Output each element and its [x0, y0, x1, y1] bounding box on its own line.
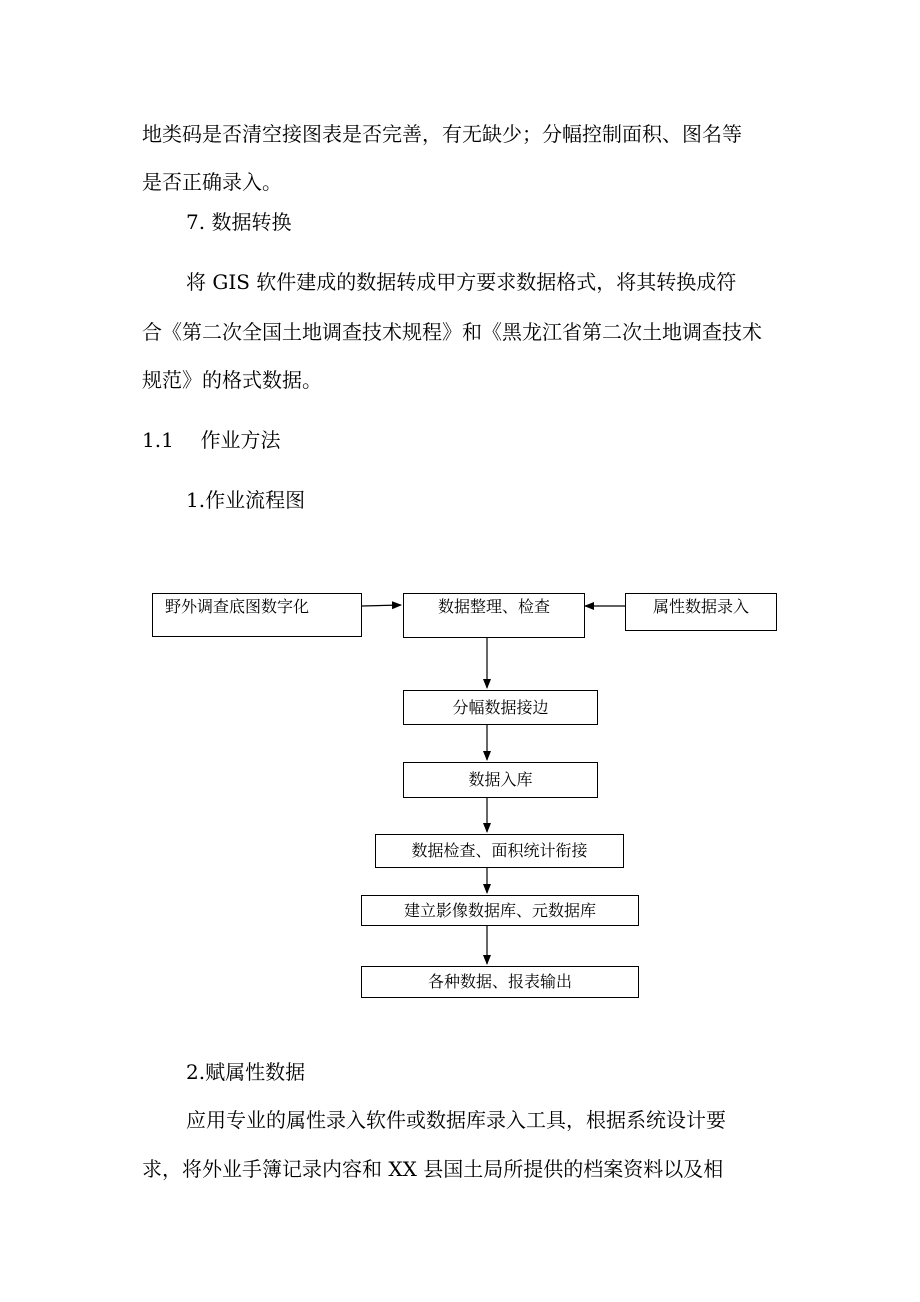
item-7-title: 7. 数据转换	[186, 210, 292, 234]
paragraph-line: 是否正确录入。	[142, 170, 282, 194]
section-title: 作业方法	[200, 428, 281, 452]
paragraph-line: 地类码是否清空接图表是否完善，有无缺少；分幅控制面积、图名等	[142, 122, 742, 146]
box-image-metadata-db: 建立影像数据库、元数据库	[361, 895, 639, 926]
subsection-attribute-title: 2.赋属性数据	[186, 1060, 306, 1084]
paragraph-line: 将 GIS 软件建成的数据转成甲方要求数据格式，将其转换成符	[186, 270, 737, 294]
paragraph-line: 规范》的格式数据。	[142, 368, 322, 392]
section-number: 1.1	[142, 428, 174, 452]
subsection-flowchart-title: 1.作业流程图	[186, 488, 306, 512]
paragraph-line: 求，将外业手簿记录内容和 XX 县国土局所提供的档案资料以及相	[142, 1157, 724, 1181]
box-field-survey-digitize: 野外调查底图数字化	[152, 593, 362, 637]
arrow-field-to-cleanup	[362, 605, 401, 606]
paragraph-line: 应用专业的属性录入软件或数据库录入工具，根据系统设计要	[186, 1108, 726, 1132]
box-data-area-check: 数据检查、面积统计衔接	[375, 834, 624, 868]
paragraph-line: 合《第二次全国土地调查技术规程》和《黑龙江省第二次土地调查技术	[142, 320, 762, 344]
box-data-report-output: 各种数据、报表输出	[361, 966, 639, 998]
box-data-cleanup-check: 数据整理、检查	[403, 593, 585, 638]
box-attribute-entry: 属性数据录入	[625, 593, 777, 631]
box-data-import: 数据入库	[403, 762, 598, 798]
box-sheet-edge-matching: 分幅数据接边	[403, 690, 598, 725]
